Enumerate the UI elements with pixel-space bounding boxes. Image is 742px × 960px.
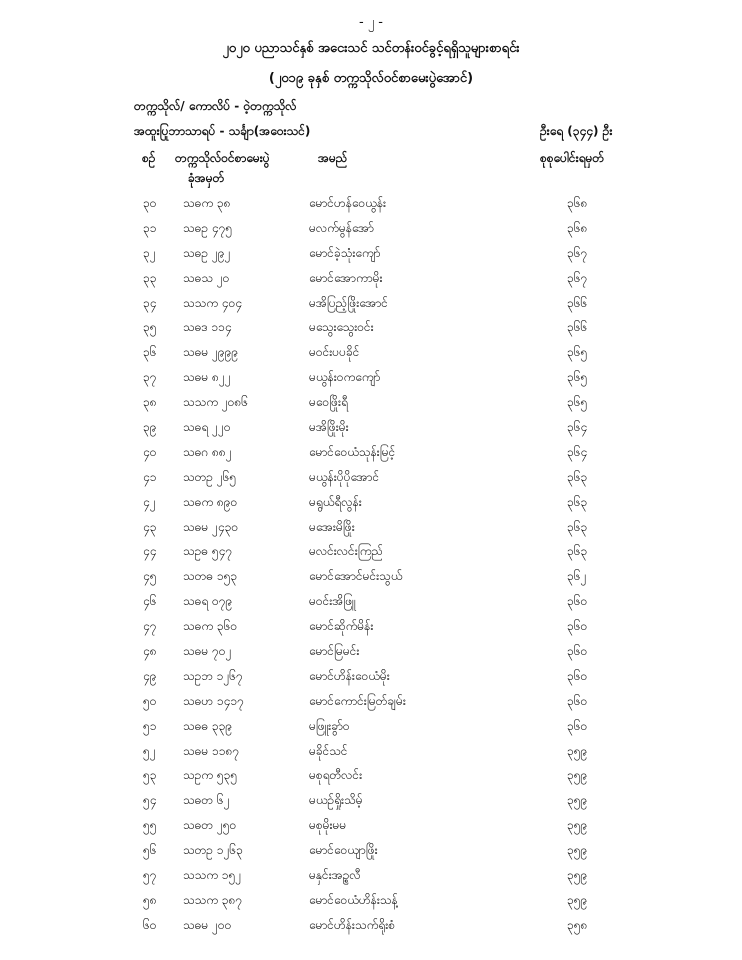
row-number: ၅၆ — [143, 843, 157, 858]
row-number: ၃၂ — [143, 245, 156, 260]
total-score: ၃၆၀ — [567, 594, 588, 609]
row-number: ၄၁ — [143, 469, 157, 484]
table-row — [0, 490, 742, 515]
student-name: မောင်အောင်မင်းသွယ် — [309, 569, 403, 584]
row-number: ၄၂ — [143, 494, 156, 509]
header-no: စဉ် — [142, 151, 156, 165]
header-roll-number-line2: ခုံအမှတ် — [188, 171, 225, 185]
table-row — [0, 340, 742, 365]
row-number: ၅၄ — [143, 793, 157, 808]
row-number: ၃၅ — [143, 320, 157, 335]
roll-number: သဓက ၈၉၀ — [183, 494, 238, 509]
major-line: အထူးပြုဘာသာရပ် - သင်္ချာ(အဝေးသင်) — [134, 124, 311, 138]
table-row — [0, 241, 742, 266]
table-row — [0, 689, 742, 714]
table-row — [0, 589, 742, 614]
total-score: ၃၅၉ — [567, 892, 588, 907]
row-number: ၄၆ — [143, 594, 157, 609]
student-name: မခိုင်သင် — [309, 743, 348, 758]
roll-number: သဥဘ ၁၂၆၇ — [183, 668, 243, 683]
student-name: မစုမိုးမမ — [309, 818, 347, 833]
total-score: ၃၆၃ — [567, 519, 588, 534]
roll-number: သဥဓ ၅၄၇ — [183, 544, 233, 559]
student-name: မဝင်းပပခိုင် — [309, 345, 360, 360]
header-total-score: စုစုပေါင်းရမှတ် — [540, 151, 605, 165]
student-name: မောင်အောကာမိုး — [309, 270, 383, 285]
total-score: ၃၅၉ — [567, 843, 588, 858]
student-name: မယွန်းပိုပိုအောင် — [309, 469, 380, 484]
table-row — [0, 415, 742, 440]
row-number: ၄၇ — [143, 619, 157, 634]
row-number: ၄၈ — [143, 644, 157, 659]
roll-number: သဓမ ၈၂၂ — [183, 370, 231, 385]
roll-number: သတဓ ၁၅၃ — [183, 569, 238, 584]
roll-number: သဓဥ ၄၇၅ — [183, 220, 233, 235]
table-row — [0, 813, 742, 838]
row-number: ၃၃ — [143, 270, 157, 285]
student-name: မောင်ဆိုက်မိန်း — [309, 619, 374, 634]
student-name: မလင်းလင်းကြည် — [309, 544, 384, 559]
table-row — [0, 315, 742, 340]
student-name: မဝင်းအိဖြူ — [309, 594, 356, 609]
roll-number: သဓရ ၀၇၉ — [183, 594, 233, 609]
student-name: မောင်ဝေယံဟိန်းသန့် — [309, 892, 398, 907]
table-row — [0, 266, 742, 291]
roll-number: သသက ၁၅၂ — [183, 868, 242, 883]
roll-number: သဓမ ၂၄၃၀ — [183, 519, 239, 534]
row-number: ၅၅ — [143, 818, 157, 833]
roll-number: သဥက ၅၃၅ — [183, 768, 238, 783]
table-row — [0, 788, 742, 813]
roll-number: သဓမ ၂၉၉၉ — [183, 345, 239, 360]
student-name: မလက်မွန်အော် — [309, 220, 374, 235]
roll-number: သတဥ ၂၆၅ — [183, 469, 237, 484]
total-score: ၃၆၀ — [567, 718, 588, 733]
total-score: ၃၆၀ — [567, 693, 588, 708]
roll-number: သဓသ ၂၀ — [183, 270, 230, 285]
total-score: ၃၅၉ — [567, 768, 588, 783]
row-number: ၄၃ — [143, 519, 157, 534]
total-score: ၃၆၈ — [567, 220, 588, 235]
row-number: ၄၉ — [143, 668, 157, 683]
total-score: ၃၆၂ — [567, 569, 587, 584]
table-row — [0, 365, 742, 390]
total-score: ၃၅၉ — [567, 868, 588, 883]
student-name: မအိပြည့်ဖြိုးအောင် — [309, 295, 388, 310]
row-number: ၃၉ — [143, 420, 157, 435]
row-number: ၃၁ — [143, 220, 157, 235]
roll-number: သဓတ ၂၅၀ — [183, 818, 237, 833]
row-number: ၅၁ — [143, 718, 157, 733]
table-row — [0, 888, 742, 913]
row-number: ၃၈ — [143, 395, 157, 410]
roll-number: သဓရ ၂၂၀ — [183, 420, 231, 435]
table-row — [0, 838, 742, 863]
student-name: မောင်မြမင်း — [309, 644, 360, 659]
page-number: - ၂ - — [358, 15, 384, 30]
total-score: ၃၆၇ — [567, 245, 588, 260]
total-score: ၃၅၉ — [567, 743, 588, 758]
roll-number: သဓတ ၆၂ — [183, 793, 230, 808]
student-name: မအေးမိဖြိုး — [309, 519, 355, 534]
table-row — [0, 763, 742, 788]
roll-number: သသက ၂၀၈၆ — [183, 395, 249, 410]
row-number: ၃၇ — [143, 370, 157, 385]
roll-number: သဓဒ ၁၁၄ — [183, 320, 232, 335]
table-row — [0, 515, 742, 540]
total-score: ၃၆၅ — [567, 370, 588, 385]
total-score: ၃၅၈ — [567, 917, 588, 932]
table-row — [0, 714, 742, 739]
table-row — [0, 913, 742, 938]
student-name: မောင်ကောင်းမြတ်ချမ်း — [309, 693, 406, 708]
row-number: ၄၀ — [143, 444, 157, 459]
total-score: ၃၆၆ — [567, 320, 588, 335]
roll-number: သဓက ၃၆၀ — [183, 619, 238, 634]
total-score: ၃၆၃ — [567, 544, 588, 559]
total-score: ၃၆၄ — [567, 444, 588, 459]
row-number: ၅၈ — [143, 892, 157, 907]
student-name: မဝေဖြိုးရီ — [309, 395, 348, 410]
roll-number: သဓဟ ၁၄၁၇ — [183, 693, 244, 708]
student-name: မောင်ခဲ့သုံးကျော် — [309, 245, 381, 260]
row-number: ၅၃ — [143, 768, 157, 783]
row-number: ၄၅ — [143, 569, 157, 584]
student-name: မရွယ်ရီလွန်း — [309, 494, 362, 509]
table-row — [0, 440, 742, 465]
roll-number: သသက ၃၈၇ — [183, 892, 243, 907]
row-number: ၄၄ — [143, 544, 157, 559]
student-name: မဖြူးခွာ်ဝ — [309, 718, 350, 733]
student-name: မစုရတီလင်း — [309, 768, 363, 783]
document-subtitle: (၂၀၁၉ ခုနှစ် တက္ကသိုလ်ဝင်စာမေးပွဲအောင်) — [268, 71, 474, 86]
row-number: ၅၇ — [143, 868, 157, 883]
row-number: ၆၀ — [143, 917, 157, 932]
student-name: မအိဖြိုးမိုး — [309, 420, 349, 435]
roll-number: သသက ၄၀၄ — [183, 295, 243, 310]
table-row — [0, 639, 742, 664]
total-score: ၃၆၃ — [567, 494, 588, 509]
total-score: ၃၆၀ — [567, 619, 588, 634]
student-name: မောင်ဟန်ဝေယွန်း — [309, 196, 387, 210]
roll-number: သဓဓ ၃၃၉ — [183, 718, 233, 733]
table-row — [0, 216, 742, 241]
table-row — [0, 539, 742, 564]
document-title: ၂၀၂၀ ပညာသင်နှစ် အငေးသင် သင်တန်းဝင်ခွင့်ရရှိသူများစာရင်း — [222, 41, 520, 56]
student-name: မယဉ်ရှိုးသိမ့် — [309, 793, 363, 808]
student-name: မောင်ဟိန်းဝေယံမိုး — [309, 668, 390, 683]
row-number: ၅၂ — [143, 743, 156, 758]
roll-number: သတဥ ၁၂၆၃ — [183, 843, 243, 858]
total-score: ၃၆၅ — [567, 395, 588, 410]
total-score: ၃၆၀ — [567, 644, 588, 659]
table-row — [0, 614, 742, 639]
student-name: မသွေးသွေးဝင်း — [309, 320, 374, 335]
total-score: ၃၅၉ — [567, 818, 588, 833]
table-row — [0, 664, 742, 689]
student-count: ဦးရေ (၃၄၄) ဦး — [540, 124, 613, 138]
roll-number: သဓဥ ၂၉၂ — [183, 245, 231, 260]
total-score: ၃၆၀ — [567, 668, 588, 683]
student-name: မယွန်းဝကကျော် — [309, 370, 381, 385]
university-line: တက္ကသိုလ်/ ကောလိပ် - ဝဲ့တက္ကသိုလ် — [134, 99, 297, 113]
student-name: မောင်ဟိန်းသက်ရိုးစံ — [309, 917, 395, 932]
roll-number: သဓဂ ၈၈၂ — [183, 444, 232, 459]
results-table — [0, 191, 742, 938]
roll-number: သဓမ ၂၀၀ — [183, 917, 232, 932]
roll-number: သဓမ ၇၀၂ — [183, 644, 232, 659]
row-number: ၃၀ — [143, 196, 157, 210]
table-row — [0, 863, 742, 888]
total-score: ၃၆၄ — [567, 420, 588, 435]
row-number: ၃၆ — [143, 345, 157, 360]
student-name: မနှင်းအဉ္စလီ — [309, 868, 361, 883]
total-score: ၃၆၈ — [567, 196, 588, 210]
table-row — [0, 739, 742, 764]
student-name: မောင်ဝေယျာဖြိုး — [309, 843, 378, 858]
table-row — [0, 465, 742, 490]
total-score: ၃၆၃ — [567, 469, 588, 484]
table-row — [0, 564, 742, 589]
roll-number: သဓမ ၁၁၈၇ — [183, 743, 240, 758]
row-number: ၅၀ — [143, 693, 157, 708]
header-name: အမည် — [318, 151, 348, 165]
total-score: ၃၅၉ — [567, 793, 588, 808]
roll-number: သဓက ၃၈ — [183, 196, 231, 210]
student-name: မောင်ဝေယံသုန်းမြင့် — [309, 444, 396, 459]
table-row — [0, 291, 742, 316]
total-score: ၃၆၇ — [567, 270, 588, 285]
total-score: ၃၆၅ — [567, 345, 588, 360]
row-number: ၃၄ — [143, 295, 157, 310]
table-row — [0, 191, 742, 216]
header-roll-number: တက္ကသိုလ်ဝင်စာမေးပွဲ — [175, 151, 270, 165]
total-score: ၃၆၆ — [567, 295, 588, 310]
table-row — [0, 390, 742, 415]
